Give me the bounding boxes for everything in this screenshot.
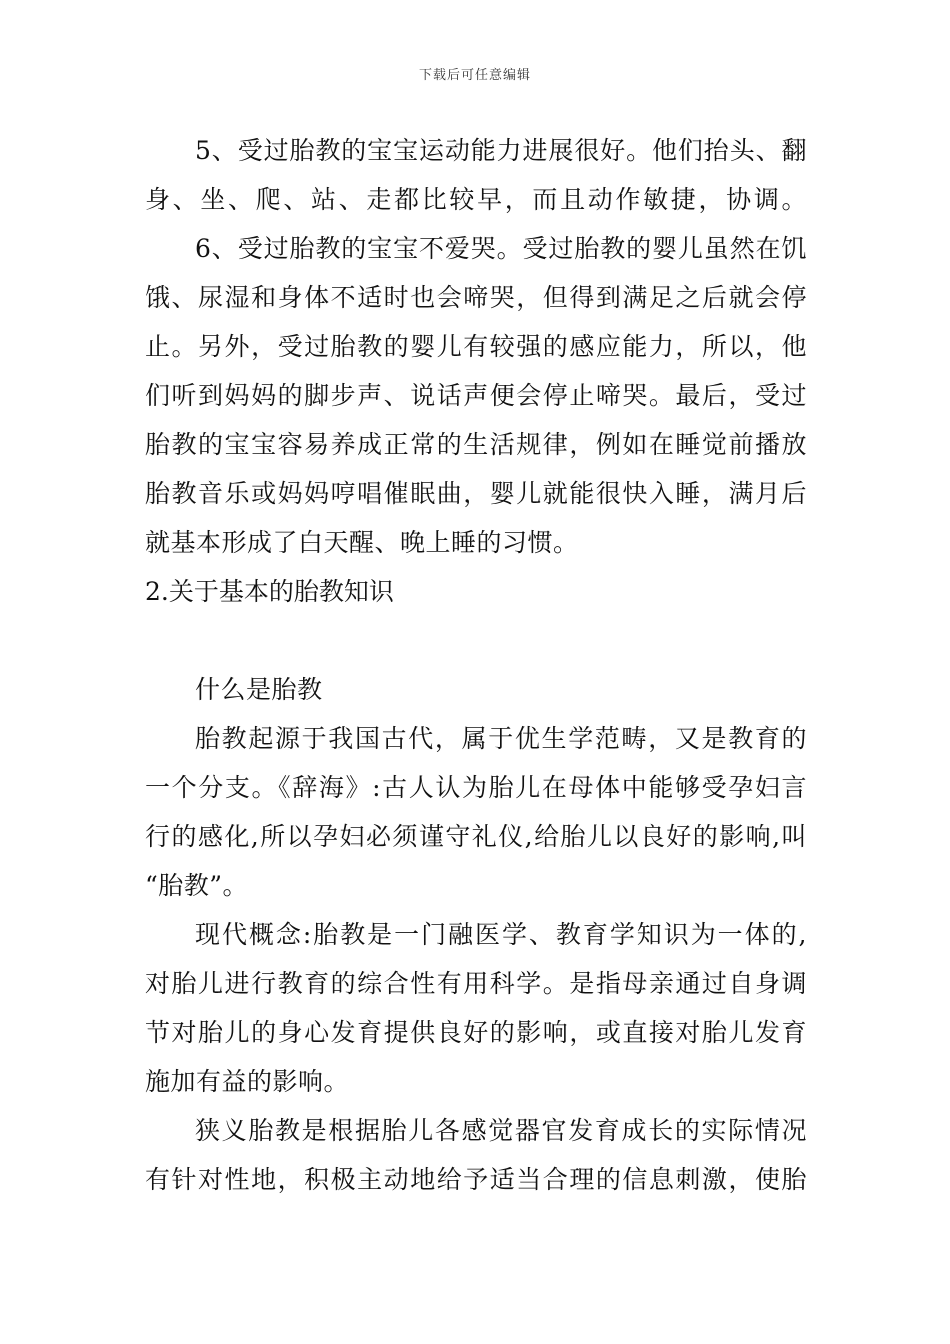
paragraph-line: 胎教音乐或妈妈哼唱催眠曲，婴儿就能很快入睡，满月后 xyxy=(145,479,807,508)
document-body xyxy=(145,126,807,1204)
paragraph-line: 对胎儿进行教育的综合性有用科学。是指母亲通过自身调 xyxy=(145,969,807,998)
paragraph-line: 行的感化,所以孕妇必须谨守礼仪,给胎儿以良好的影响,叫 xyxy=(145,822,807,851)
paragraph-line: 止。另外，受过胎教的婴儿有较强的感应能力，所以，他 xyxy=(145,332,807,361)
paragraph-line: 饿、尿湿和身体不适时也会啼哭，但得到满足之后就会停 xyxy=(145,283,807,312)
paragraph-line: 有针对性地，积极主动地给予适当合理的信息刺激，使胎 xyxy=(145,1165,807,1194)
paragraph-line: 一个分支。《辞海》:古人认为胎儿在母体中能够受孕妇言 xyxy=(145,773,807,802)
paragraph-line: 胎教的宝宝容易养成正常的生活规律，例如在睡觉前播放 xyxy=(145,430,807,459)
blank-line xyxy=(145,616,807,665)
paragraph-line: 身、坐、爬、站、走都比较早，而且动作敏捷，协调。 xyxy=(145,185,807,214)
paragraph-line: “胎教”。 xyxy=(145,871,249,900)
page-header: 下载后可任意编辑 xyxy=(418,68,531,83)
paragraph-line: 就基本形成了白天醒、晚上睡的习惯。 xyxy=(145,528,579,557)
section-heading: 2.关于基本的胎教知识 xyxy=(145,577,394,606)
paragraph-line: 节对胎儿的身心发育提供良好的影响，或直接对胎儿发育 xyxy=(145,1018,807,1047)
paragraph-line: 5、受过胎教的宝宝运动能力进展很好。他们抬头、翻 xyxy=(195,136,807,165)
paragraph-line: 狭义胎教是根据胎儿各感觉器官发育成长的实际情况 xyxy=(195,1116,807,1145)
paragraph-line: 胎教起源于我国古代，属于优生学范畴，又是教育的 xyxy=(195,724,807,753)
paragraph-line: 现代概念:胎教是一门融医学、教育学知识为一体的, xyxy=(195,920,807,949)
subsection-heading: 什么是胎教 xyxy=(195,675,323,704)
paragraph-line: 们听到妈妈的脚步声、说话声便会停止啼哭。最后，受过 xyxy=(145,381,807,410)
paragraph-line: 6、受过胎教的宝宝不爱哭。受过胎教的婴儿虽然在饥 xyxy=(195,234,807,263)
paragraph-line: 施加有益的影响。 xyxy=(145,1067,350,1096)
